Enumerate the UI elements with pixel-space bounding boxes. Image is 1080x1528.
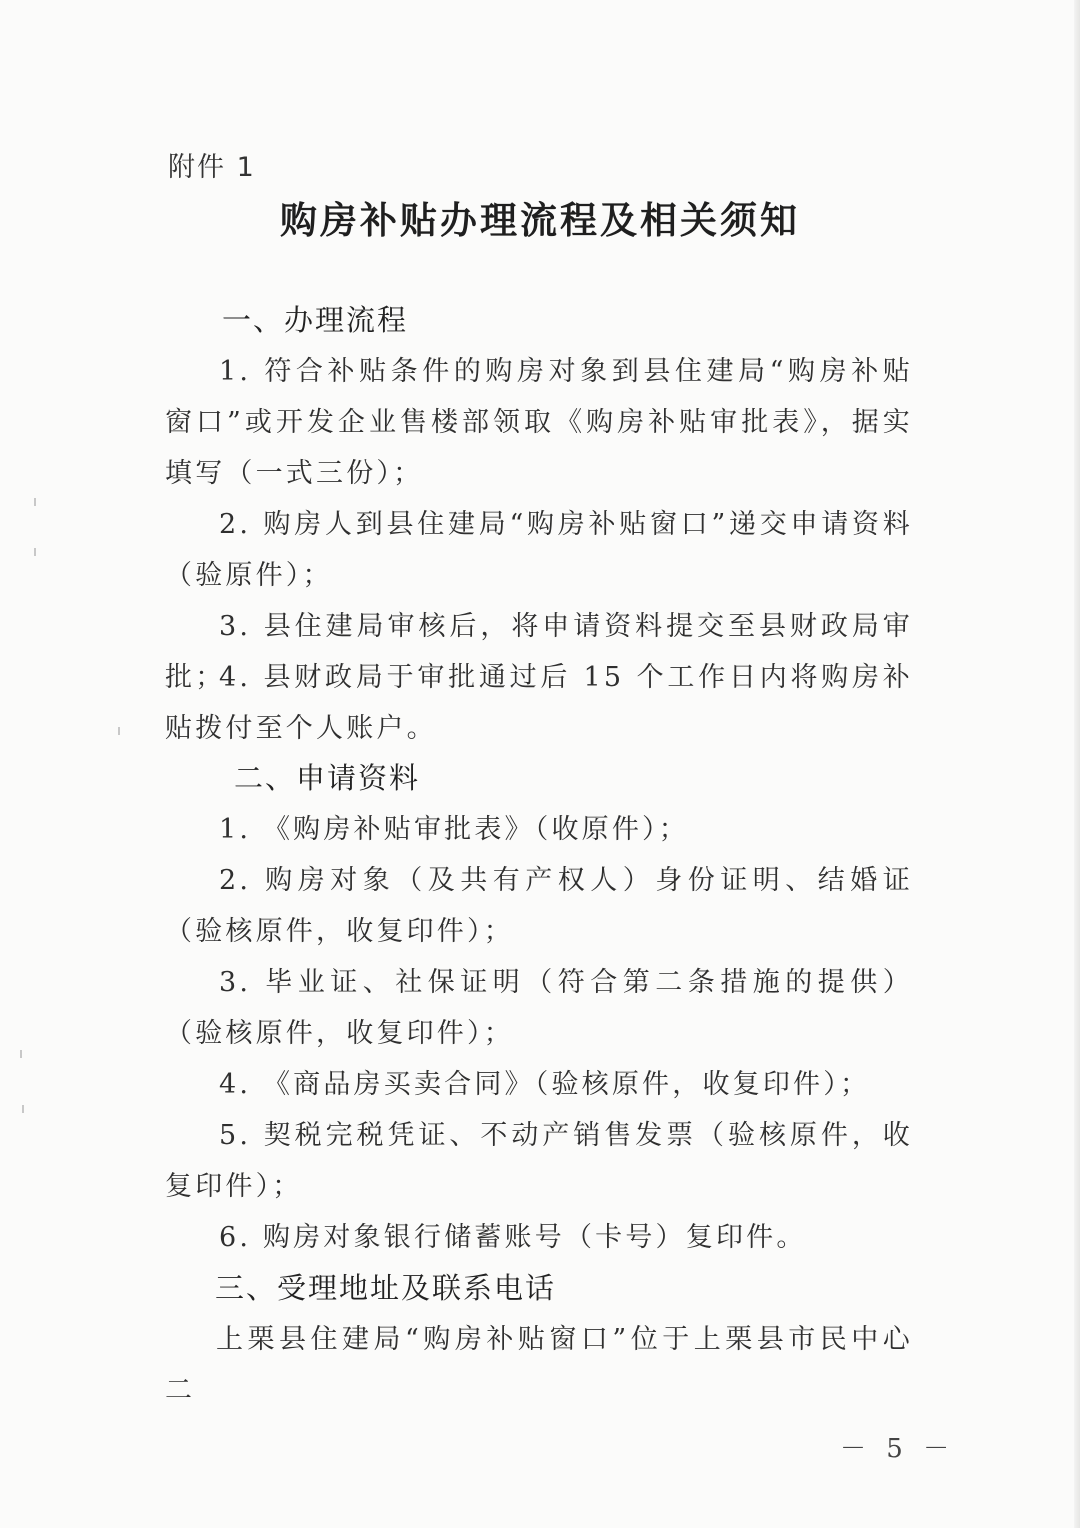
- section3-item-1: 上栗县住建局“购房补贴窗口”位于上栗县市民中心二: [165, 1324, 913, 1406]
- section-heading: 一、办理流程: [222, 303, 409, 337]
- section1-item-1: 1. 符合补贴条件的购房对象到县住建局“购房补贴窗口”或开发企业售楼部领取《购房补贴审批表》，据实填写（一式三份）；: [165, 356, 913, 489]
- scan-mark: [20, 1050, 22, 1058]
- section-heading: 二、申请资料: [234, 761, 421, 795]
- attachment-label: 附件 1: [168, 152, 256, 183]
- scan-mark: [34, 498, 36, 506]
- section-heading: 三、受理地址及联系电话: [215, 1271, 557, 1305]
- section1-item-3: 3. 县住建局审核后，将申请资料提交至县财政局审批；: [165, 611, 913, 693]
- section2-item-2: 2. 购房对象（及共有产权人）身份证明、结婚证（验核原件，收复印件）；: [165, 865, 913, 947]
- section2-item-4: 4. 《商品房买卖合同》（验核原件，收复印件）；: [219, 1069, 871, 1100]
- scan-mark: [118, 727, 120, 735]
- section2-item-3: 3. 毕业证、社保证明（符合第二条措施的提供）（验核原件，收复印件）；: [165, 967, 913, 1049]
- section1-item-4: 4. 县财政局于审批通过后 15 个工作日内将购房补贴拨付至个人账户。: [165, 662, 913, 744]
- section2-item-5: 5. 契税完税凭证、不动产销售发票（验核原件，收复印件）；: [165, 1120, 913, 1202]
- document-title: 购房补贴办理流程及相关须知: [280, 199, 800, 242]
- section2-item-1: 1. 《购房补贴审批表》（收原件）；: [219, 814, 689, 845]
- scan-mark: [34, 548, 36, 556]
- section2-item-6: 6. 购房对象银行储蓄账号（卡号）复印件。: [219, 1222, 807, 1253]
- scan-mark: [22, 1105, 24, 1113]
- page-number: － 5 －: [840, 1434, 956, 1464]
- section1-item-2: 2. 购房人到县住建局“购房补贴窗口”递交申请资料（验原件）；: [165, 509, 913, 591]
